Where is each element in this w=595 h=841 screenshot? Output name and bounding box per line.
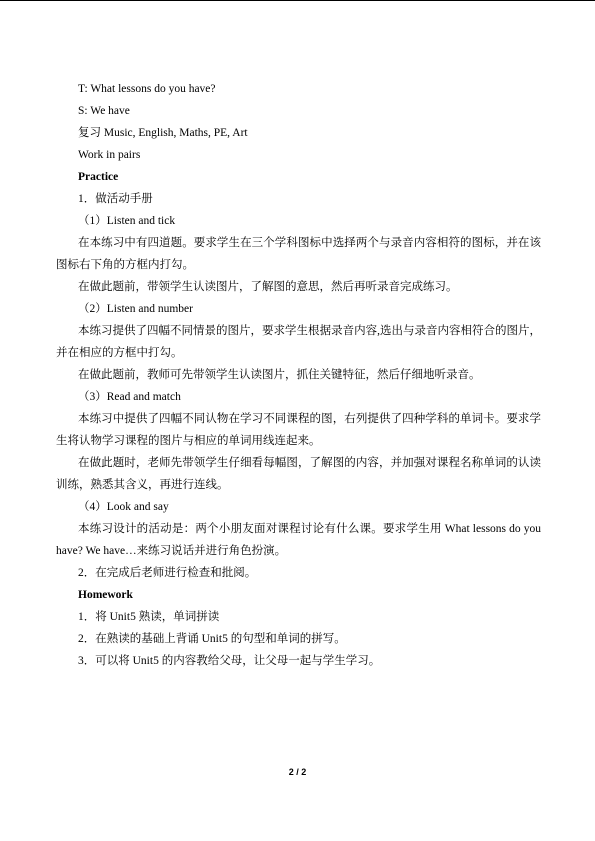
practice-sub2-paragraph-1: 本练习提供了四幅不同情景的图片，要求学生根据录音内容,选出与录音内容相符合的图片，并在相应的方框中打勾。 bbox=[56, 325, 541, 359]
document-body bbox=[56, 78, 541, 672]
practice-heading: Practice bbox=[78, 171, 119, 183]
practice-sub4-paragraph-1: 本练习设计的活动是：两个小朋友面对课程讨论有什么课。要求学生用 What lessons do you have? We have…来练习说话并进行角色扮演。 bbox=[56, 523, 541, 557]
page-number: 2 / 2 bbox=[288, 767, 307, 777]
review-line: 复习 Music, English, Maths, PE, Art bbox=[78, 127, 248, 139]
homework-item-3: 3．可以将 Unit5 的内容教给父母，让父母一起与学生学习。 bbox=[78, 655, 381, 667]
homework-item-2: 2．在熟读的基础上背诵 Unit5 的句型和单词的拼写。 bbox=[78, 633, 346, 645]
practice-sub3-title: （3）Read and match bbox=[78, 391, 181, 403]
practice-sub1-paragraph-2: 在做此题前，带领学生认读图片，了解图的意思，然后再听录音完成练习。 bbox=[78, 281, 458, 293]
practice-sub4-title: （4）Look and say bbox=[78, 501, 169, 513]
top-border-line bbox=[0, 0, 595, 1]
practice-sub1-title: （1）Listen and tick bbox=[78, 215, 176, 227]
practice-sub3-paragraph-2: 在做此题时，老师先带领学生仔细看每幅图，了解图的内容，并加强对课程名称单词的认读训练，熟悉其含义，再进行连线。 bbox=[56, 457, 541, 491]
work-in-pairs-line: Work in pairs bbox=[78, 149, 141, 161]
dialogue-teacher-line: T: What lessons do you have? bbox=[78, 83, 216, 95]
practice-sub2-paragraph-2: 在做此题前，教师可先带领学生认读图片，抓住关键特征，然后仔细地听录音。 bbox=[78, 369, 481, 381]
practice-sub1-paragraph-1: 在本练习中有四道题。要求学生在三个学科图标中选择两个与录音内容相符的图标，并在该图标右下角的方框内打勾。 bbox=[56, 237, 541, 271]
dialogue-student-line: S: We have bbox=[78, 105, 130, 117]
homework-heading: Homework bbox=[78, 589, 133, 601]
practice-sub2-title: （2）Listen and number bbox=[78, 303, 193, 315]
practice-item-2: 2．在完成后老师进行检查和批阅。 bbox=[78, 567, 257, 579]
practice-sub3-paragraph-1: 本练习中提供了四幅不同认物在学习不同课程的图，右列提供了四种学科的单词卡。要求学生将认物学习课程的图片与相应的单词用线连起来。 bbox=[56, 413, 541, 447]
homework-item-1: 1．将 Unit5 熟读，单词拼读 bbox=[78, 611, 220, 623]
practice-item-1: 1．做活动手册 bbox=[78, 193, 153, 205]
